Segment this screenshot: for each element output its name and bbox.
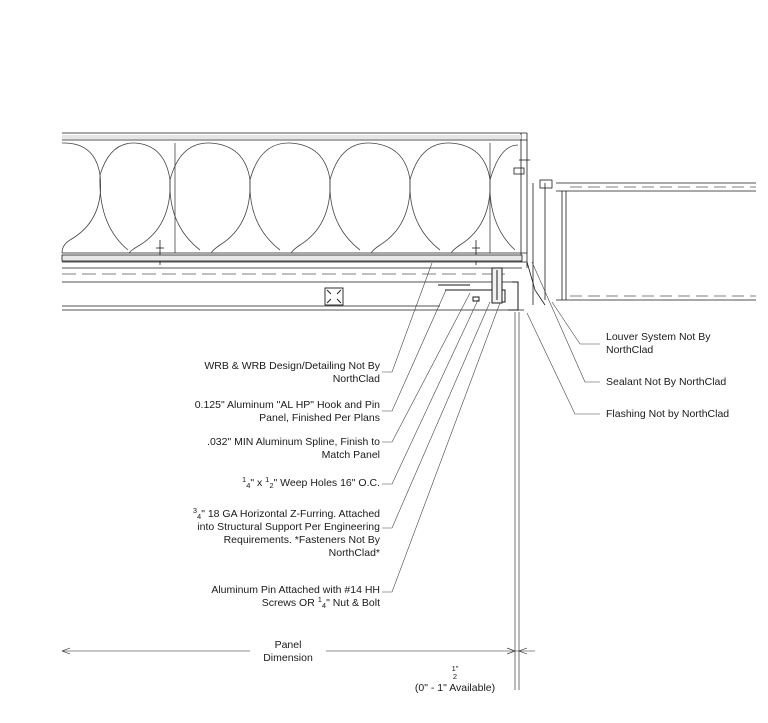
- callout-z-line1: " 18 GA Horizontal Z-Furring. Attached: [201, 508, 380, 520]
- callout-louver-line2: NorthClad: [606, 344, 654, 356]
- callout-pin-line1: Aluminum Pin Attached with #14 HH: [211, 584, 380, 596]
- callout-flashing: [606, 408, 756, 421]
- louver-dashed-lines: [570, 187, 756, 296]
- callout-louver-line1: Louver System Not By: [606, 331, 711, 343]
- gap-frac-num: 1": [451, 664, 459, 673]
- louver-system: [527, 180, 756, 305]
- callout-wrb: [170, 360, 380, 386]
- z-frac-den: 4: [197, 512, 202, 521]
- insulation-batt: [62, 143, 518, 253]
- weep-frac-den: 4: [246, 481, 251, 490]
- callout-sealant: [606, 376, 756, 389]
- callout-pin-line2-wrap: [150, 597, 380, 610]
- pin-frac-den: 4: [321, 601, 327, 610]
- callout-z-line2: into Structural Support Per Engineering: [197, 521, 380, 533]
- sheathing-layer: [62, 133, 527, 268]
- spline-marker: [325, 288, 343, 305]
- pin-frac-num: 1: [317, 595, 322, 604]
- callout-pin-line2a: Screws OR: [261, 597, 318, 609]
- callout-flashing-line1: Flashing Not by NorthClad: [606, 408, 730, 420]
- callout-spline-line1: .032" MIN Aluminum Spline, Finish to: [207, 436, 380, 448]
- callout-z-furring: [150, 508, 380, 560]
- callout-sealant-line1: Sealant Not By NorthClad: [606, 376, 727, 388]
- callout-z-line3: Requirements. *Fasteners Not By: [223, 534, 380, 546]
- gap-fraction: [440, 665, 470, 681]
- callout-z-line1-wrap: [150, 508, 380, 521]
- panel-dim-line2: Dimension: [263, 652, 313, 664]
- callout-aluminum-pin: [150, 584, 380, 610]
- gap-note: (0" - 1" Available): [414, 682, 496, 694]
- panel-dim-line1: Panel: [274, 639, 302, 651]
- callout-panel-line1: 0.125" Aluminum "AL HP" Hook and Pin: [194, 399, 380, 411]
- weep-frac-den2: 2: [269, 481, 274, 490]
- callout-spline-line2: Match Panel: [321, 449, 380, 461]
- sheathing-texture: [62, 135, 521, 139]
- callout-wrb-line1: WRB & WRB Design/Detailing Not By: [204, 360, 380, 372]
- weep-frac-num2: 1: [265, 475, 270, 484]
- clip-fasteners: [156, 160, 530, 265]
- leader-lines-right: [527, 262, 600, 414]
- callout-weep-holes: [150, 477, 380, 490]
- callout-wrb-line2: NorthClad: [332, 373, 380, 385]
- substrate-layers: [62, 253, 527, 310]
- gap-frac-den: 2: [452, 672, 458, 681]
- weep-frac-num: 1: [242, 475, 247, 484]
- weep-tail: " Weep Holes 16" O.C.: [273, 477, 380, 489]
- weep-mid: " x: [250, 477, 266, 489]
- callout-pin-line2b: " Nut & Bolt: [326, 597, 380, 609]
- panel-dimension-label: [250, 639, 326, 665]
- callout-z-line4: NorthClad*: [328, 547, 380, 559]
- leader-lines-left: [382, 263, 500, 592]
- callout-louver: [606, 331, 756, 357]
- callout-spline: [150, 436, 380, 462]
- callout-panel: [150, 399, 380, 425]
- callout-panel-line2: Panel, Finished Per Plans: [259, 412, 380, 424]
- z-frac-num: 3: [192, 506, 198, 515]
